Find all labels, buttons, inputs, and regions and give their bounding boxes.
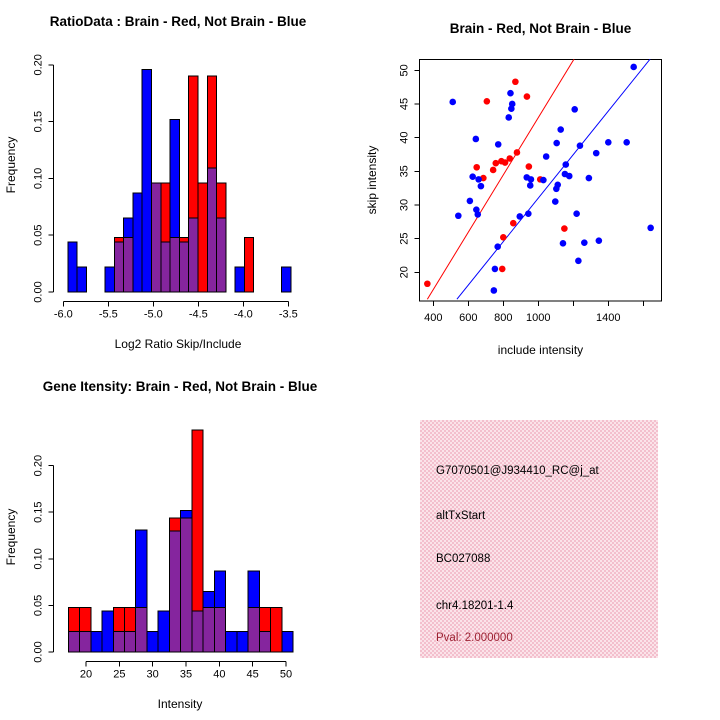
hist-bar-overlap xyxy=(259,631,270,652)
data-point-blue xyxy=(527,182,534,189)
data-point-red xyxy=(490,167,497,174)
hist-bar-overlap xyxy=(217,218,226,292)
data-point-blue xyxy=(566,173,573,180)
intensity-scatter-panel xyxy=(360,0,720,360)
y-tick-label: 0.20 xyxy=(32,54,45,76)
x-tick-label: 35 xyxy=(179,668,193,681)
data-point-blue xyxy=(575,258,582,265)
hist-bar-blue xyxy=(203,591,214,607)
hist-bar-red xyxy=(189,76,198,218)
y-axis-label: Frequency xyxy=(4,508,18,566)
data-point-blue xyxy=(509,101,516,108)
hist-bar-blue xyxy=(102,611,113,652)
data-point-blue xyxy=(492,266,499,273)
hist-bar-blue xyxy=(181,510,192,517)
data-point-red xyxy=(561,225,568,232)
y-tick-label: 35 xyxy=(398,165,411,178)
x-tick-label: 1400 xyxy=(596,312,621,324)
chart-title: Brain - Red, Not Brain - Blue xyxy=(449,21,632,36)
hist-bar-overlap xyxy=(80,631,91,652)
y-tick-label: 0.15 xyxy=(32,110,45,133)
hist-bar-overlap xyxy=(151,183,160,292)
data-point-blue xyxy=(581,239,588,246)
data-point-blue xyxy=(562,161,569,168)
data-point-red xyxy=(500,234,507,241)
hist-bar-red xyxy=(192,430,203,611)
data-point-red xyxy=(526,163,533,170)
hist-bar-red xyxy=(198,183,207,292)
ratio-histogram-panel xyxy=(0,0,360,360)
hist-bar-red xyxy=(161,183,170,242)
hist-bar-overlap xyxy=(170,237,179,292)
x-tick-label: 400 xyxy=(424,312,443,324)
hist-bar-overlap xyxy=(181,518,192,652)
hist-bar-blue xyxy=(77,267,86,292)
hist-bar-red xyxy=(113,607,124,631)
hist-bar-blue xyxy=(133,193,142,292)
data-point-blue xyxy=(586,175,593,182)
hist-bar-overlap xyxy=(192,611,203,652)
y-tick-label: 0.20 xyxy=(32,454,45,477)
hist-bar-overlap xyxy=(189,218,198,292)
hist-bar-overlap xyxy=(125,631,136,652)
data-point-blue xyxy=(475,176,482,183)
x-tick-label: -3.5 xyxy=(278,308,298,321)
data-point-blue xyxy=(469,173,476,180)
hist-bar-red xyxy=(125,607,136,631)
data-point-red xyxy=(499,266,506,273)
y-tick-label: 0.00 xyxy=(32,281,45,303)
hist-bar-blue xyxy=(124,218,133,237)
hist-bar-overlap xyxy=(68,631,79,652)
x-tick-label: 25 xyxy=(113,668,126,681)
y-tick-label: 45 xyxy=(398,97,411,111)
chart-title: Gene Itensity: Brain - Red, Not Brain - Blue xyxy=(42,379,318,394)
data-point-blue xyxy=(491,287,498,294)
hist-bar-blue xyxy=(282,267,291,292)
hist-bar-overlap xyxy=(207,168,216,292)
x-tick-label: 800 xyxy=(494,312,513,324)
x-tick-label: -4.0 xyxy=(233,308,253,321)
gene-intensity-histogram-panel xyxy=(0,360,360,720)
x-tick-label: 20 xyxy=(79,668,93,681)
gene-info-box xyxy=(420,420,658,658)
data-point-red xyxy=(524,93,531,100)
hist-bar-blue xyxy=(136,530,147,607)
hist-bar-red xyxy=(169,518,180,531)
data-point-red xyxy=(492,160,499,167)
hist-bar-overlap xyxy=(161,242,170,292)
y-tick-label: 25 xyxy=(398,232,411,245)
x-tick-label: 40 xyxy=(213,668,226,681)
data-point-blue xyxy=(543,153,550,160)
y-tick-label: 0.10 xyxy=(32,548,45,570)
data-point-blue xyxy=(552,198,559,205)
x-axis-label: Log2 Ratio Skip/Include xyxy=(114,337,242,351)
y-axis-label: skip intensity xyxy=(365,145,379,215)
hist-bar-blue xyxy=(214,571,225,607)
x-tick-label: -5.0 xyxy=(143,308,163,321)
data-point-blue xyxy=(507,90,514,97)
data-point-red xyxy=(473,164,480,171)
data-point-blue xyxy=(571,106,578,113)
data-point-blue xyxy=(449,99,456,106)
y-tick-label: 0.00 xyxy=(32,641,45,663)
chart-title: RatioData : Brain - Red, Not Brain - Blue xyxy=(49,14,307,29)
x-tick-label: 30 xyxy=(146,668,159,681)
hist-bar-blue xyxy=(105,267,114,292)
hist-bar-red xyxy=(179,237,188,242)
data-point-red xyxy=(510,220,517,227)
data-point-blue xyxy=(605,139,612,146)
data-point-blue xyxy=(557,126,564,133)
x-axis-label: Intensity xyxy=(157,697,203,711)
accession-text: BC027088 xyxy=(436,553,491,565)
data-point-blue xyxy=(623,139,630,146)
hist-bar-red xyxy=(80,607,91,631)
data-point-blue xyxy=(528,176,535,183)
hist-bar-red xyxy=(114,237,123,242)
y-axis-label: Frequency xyxy=(4,136,18,194)
x-tick-label: 50 xyxy=(279,668,293,681)
y-tick-label: 30 xyxy=(398,198,411,212)
data-point-blue xyxy=(505,114,512,121)
hist-bar-overlap xyxy=(203,607,214,652)
y-tick-label: 50 xyxy=(398,64,411,77)
data-point-red xyxy=(506,155,513,162)
x-tick-label: 1000 xyxy=(526,312,551,324)
x-axis-label: include intensity xyxy=(497,343,584,357)
hist-bar-overlap xyxy=(179,242,188,292)
probe-id-text: G7070501@J934410_RC@j_at xyxy=(436,465,599,477)
hist-bar-red xyxy=(271,607,282,652)
hist-bar-red xyxy=(259,607,270,631)
x-tick-label: -6.0 xyxy=(53,308,73,321)
x-tick-label: -4.5 xyxy=(188,308,208,321)
data-point-blue xyxy=(473,136,480,143)
y-tick-label: 0.15 xyxy=(32,501,45,523)
hist-bar-blue xyxy=(282,631,293,652)
data-point-red xyxy=(424,280,431,287)
hist-bar-blue xyxy=(235,267,244,292)
hist-bar-blue xyxy=(142,69,151,292)
data-point-blue xyxy=(495,141,502,148)
hist-bar-overlap xyxy=(214,607,225,652)
data-point-blue xyxy=(573,210,580,217)
hist-bar-red xyxy=(244,237,253,292)
hist-bar-blue xyxy=(91,631,102,652)
data-point-blue xyxy=(553,140,560,147)
data-point-blue xyxy=(478,183,485,190)
data-point-blue xyxy=(494,243,501,250)
x-tick-label: 600 xyxy=(459,312,478,324)
data-point-blue xyxy=(647,225,654,232)
data-point-blue xyxy=(540,177,547,184)
hist-bar-overlap xyxy=(124,237,133,292)
x-tick-label: 45 xyxy=(246,668,259,681)
data-point-blue xyxy=(577,142,584,149)
hist-bar-red xyxy=(217,183,226,218)
data-point-blue xyxy=(467,198,474,205)
hist-bar-blue xyxy=(170,119,179,237)
hist-bar-blue xyxy=(158,611,169,652)
x-tick-label: -5.5 xyxy=(98,308,118,321)
data-point-blue xyxy=(525,210,532,217)
y-tick-label: 0.10 xyxy=(32,167,45,190)
hist-bar-overlap xyxy=(114,242,123,292)
data-point-red xyxy=(512,78,519,85)
data-point-red xyxy=(484,98,491,105)
y-tick-label: 0.05 xyxy=(32,224,45,246)
y-tick-label: 0.05 xyxy=(32,594,45,617)
data-point-blue xyxy=(455,212,462,219)
hist-bar-blue xyxy=(248,571,259,607)
hist-bar-blue xyxy=(147,631,158,652)
hist-bar-blue xyxy=(237,631,248,652)
data-point-blue xyxy=(516,213,523,220)
data-point-red xyxy=(514,149,521,156)
hist-bar-overlap xyxy=(113,631,124,652)
data-point-blue xyxy=(474,211,481,218)
data-point-blue xyxy=(593,150,600,157)
data-point-blue xyxy=(560,240,567,247)
data-point-blue xyxy=(596,237,603,244)
hist-bar-blue xyxy=(226,631,237,652)
hist-bar-red xyxy=(207,76,216,168)
hist-bar-overlap xyxy=(169,531,180,652)
hist-bar-overlap xyxy=(136,607,147,652)
hist-bar-overlap xyxy=(248,607,259,652)
hist-bar-blue xyxy=(68,242,77,292)
event-type-text: altTxStart xyxy=(436,510,486,522)
data-point-blue xyxy=(554,181,561,188)
y-tick-label: 20 xyxy=(398,266,411,279)
data-point-blue xyxy=(630,64,637,71)
locus-text: chr4.18201-1.4 xyxy=(436,600,514,612)
y-tick-label: 40 xyxy=(398,131,411,144)
hist-bar-red xyxy=(68,607,79,631)
pval-text: Pval: 2.000000 xyxy=(436,632,513,644)
